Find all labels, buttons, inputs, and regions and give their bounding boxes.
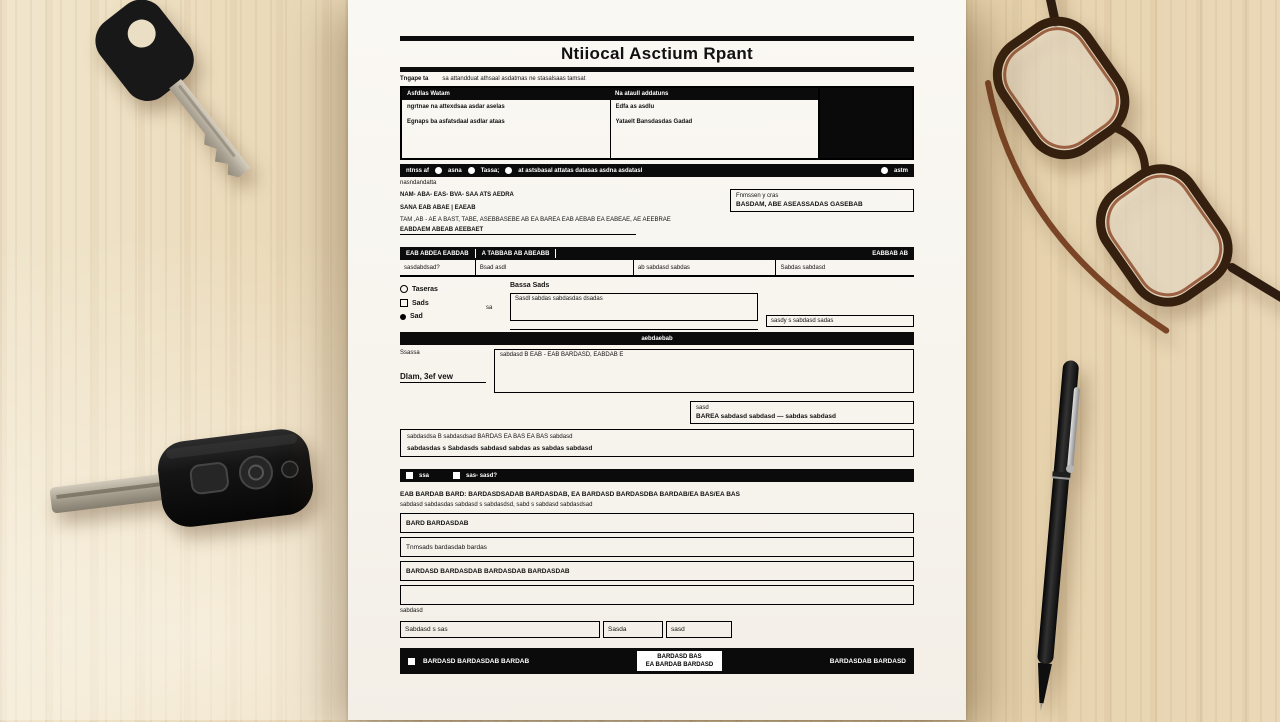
- eyeglasses: [930, 0, 1280, 360]
- declaration-box: sabdasd B EAB - EAB BARDASD, EABDAB E: [494, 349, 914, 393]
- note-box-caption: sasd: [696, 405, 709, 411]
- tiny-footnote: sabdasd: [400, 608, 423, 614]
- bar1-text: astm: [893, 167, 908, 174]
- bullet-icon: [400, 314, 406, 320]
- signature-name: Dlam, 3ef vew: [400, 372, 486, 383]
- footer-stamp-line: BARDASD BAS: [657, 654, 702, 660]
- bar2-text: EAB ABDEA EABDAB: [406, 250, 469, 257]
- tiny-caption-row: nasndandatta: [400, 180, 437, 186]
- footer-stamp-box: [637, 651, 722, 671]
- id-header-right: Na ataull addatuns: [615, 91, 669, 97]
- bar-divider: [475, 249, 476, 258]
- circle-icon: [468, 167, 475, 174]
- footer-checkbox-icon: [408, 658, 415, 665]
- bar1-text: at astsbasal attatas datasas asdna asdatasl: [518, 167, 643, 174]
- section-bar-3: [400, 332, 914, 345]
- choice-mid-label: Bassa Sads: [510, 282, 550, 289]
- bottom-cell: Sabdasd s sas: [400, 621, 600, 638]
- meta-row: [400, 75, 914, 83]
- section-bar-1: [400, 164, 914, 177]
- bar3-text: aebdaebab: [641, 335, 673, 342]
- bar4-option: sas- sasd?: [466, 472, 498, 479]
- declaration-label: Ssassa: [400, 350, 420, 356]
- statement-line: sabdasdas s Sabdasds sabdasd sabdas as sabdas sabdasd: [407, 445, 593, 452]
- bar2-text: EABBAB AB: [872, 250, 908, 257]
- grid-cell: sasdabdsad?: [404, 264, 440, 271]
- pen: [1000, 352, 1120, 722]
- meta-label: Tngape ta: [400, 76, 429, 82]
- id-field: ngrtnae na attexdsaa asdar aselas: [407, 104, 505, 110]
- form-paper: [348, 0, 966, 720]
- empty-field-row: [400, 585, 914, 605]
- bar1-text: Tassa;: [480, 167, 500, 174]
- id-field: Egnaps ba asfatsdaal asdlar ataas: [407, 119, 505, 125]
- choice-side-note: sa: [486, 305, 493, 311]
- choice-label: Sads: [412, 299, 429, 307]
- bar1-text: asna: [448, 167, 462, 174]
- bar2-text: A TABBAB AB ABEABB: [481, 250, 550, 257]
- footer-bar: [400, 648, 914, 674]
- id-field: Edfa as asdlu: [615, 104, 655, 110]
- id-header-left: Asfdlas Watam: [407, 91, 450, 97]
- id-field: Yataelt Bansdasdas Gadad: [615, 119, 693, 125]
- choice-label: Taseras: [412, 285, 438, 293]
- grid-cell: Sabdas sabdasd: [775, 260, 914, 275]
- choice-label: Sad: [410, 313, 423, 320]
- applicant-line: NAM- ABA- EAS- BVA- SAA ATS AEDRA: [400, 192, 514, 198]
- form-title: Ntiiocal Asctium Rpant: [560, 44, 754, 63]
- glasses-temple-left: [996, 0, 1092, 22]
- bar1-text: ntnss af: [406, 167, 430, 174]
- footer-right-text: BARDASDAB BARDASD: [829, 657, 906, 665]
- circle-icon: [435, 167, 442, 174]
- title-rule: [400, 67, 914, 72]
- pen-tip: [1034, 663, 1051, 704]
- section-bar-4: [400, 469, 914, 482]
- paragraph-line: TAM ,AB - AE A BAST, TABE, ASEBBASEBE AB EA BAREA EAB AEBAB EA EABEAE, AE AEEBRAE: [400, 217, 671, 223]
- paragraph-line-underlined: EABDAEM ABEAB AEEBAET: [400, 226, 636, 235]
- id-col-right: [611, 100, 819, 158]
- footer-stamp-line: EA BARDAB BARDASD: [645, 662, 714, 668]
- note-box: [690, 401, 914, 424]
- body-text-line: sabdasd sabdasdas sabdasd s sabdasdsd, sabd s sabdasd sabdasdsad: [400, 502, 593, 508]
- checkbox-icon: [406, 472, 413, 479]
- id-table-body: [402, 100, 818, 158]
- field-row: BARDASD BARDASDAB BARDASDAB BARDASDAB: [400, 561, 914, 581]
- bar4-option: ssa: [419, 472, 430, 479]
- choice-item: [400, 285, 478, 293]
- choice-item: [400, 299, 478, 307]
- bottom-cells-row: [400, 621, 914, 638]
- radio-icon: [400, 285, 408, 293]
- choice-mid-box: Sasdl sabdas sabdasdas dsadas: [510, 293, 758, 321]
- consent-box-title: Fnmssen y cras: [736, 193, 779, 199]
- meta-line: sa attandduat athsaal asdatmas ne stasalsaas tamsat: [442, 76, 586, 82]
- choice-item: [400, 313, 478, 320]
- bottom-cell: sasd: [666, 621, 732, 638]
- circle-icon: [505, 167, 512, 174]
- consent-box-body: BASDAM, ABE ASEASSADAS GASEBAB: [736, 201, 863, 208]
- checkbox-icon: [400, 299, 408, 307]
- id-col-left: [402, 100, 611, 158]
- circle-icon: [881, 167, 888, 174]
- glasses-temple-right: [1232, 239, 1280, 360]
- bottom-cell: Sasda: [603, 621, 663, 638]
- car-key-fob: [42, 415, 332, 555]
- door-key: [50, 0, 290, 250]
- choices-block: [400, 281, 914, 330]
- form-document: [348, 0, 966, 720]
- consent-box: [730, 189, 914, 212]
- field-row: BARD BARDASDAB: [400, 513, 914, 533]
- footer-left-text: BARDASD BARDASDAB BARDAB: [423, 657, 530, 665]
- applicant-fields: [400, 189, 720, 212]
- identification-table: [400, 86, 914, 160]
- section-bar-2: [400, 247, 914, 260]
- checkbox-icon: [453, 472, 460, 479]
- declaration-left: [400, 349, 486, 383]
- top-rule: [400, 36, 914, 41]
- detail-grid-row: [400, 260, 914, 277]
- key-blade: [162, 79, 250, 183]
- write-in-line: [510, 321, 758, 330]
- grid-cell: ab sabdasd sabdas: [633, 260, 776, 275]
- note-box-body: BAREA sabdasd sabdasd — sabdas sabdasd: [696, 413, 836, 420]
- statement-box: [400, 429, 914, 457]
- declaration-block: [400, 349, 914, 393]
- choice-list: [400, 281, 478, 320]
- applicant-block: [400, 189, 914, 212]
- field-row: Tnmsads bardasdab bardas: [400, 537, 914, 557]
- applicant-line: SANA EAB ABAE | EAEAB: [400, 205, 476, 211]
- grid-cell: Bsad asdl: [475, 260, 633, 275]
- choice-middle: [510, 281, 758, 330]
- glasses-bridge: [1114, 122, 1152, 171]
- id-table-main: [402, 88, 818, 158]
- choice-right-box: sasdy s sabdasd sadas: [766, 315, 914, 327]
- fob-button-lock: [190, 462, 229, 494]
- statement-line: sabdasdsa B sabdasdsad BARDAS EA BAS EA BAS sabdasd: [407, 434, 573, 440]
- bar-divider: [555, 249, 556, 258]
- id-table-header: [402, 88, 818, 100]
- applicant-photo-box: [818, 88, 912, 158]
- fob-blade: [49, 473, 173, 514]
- body-text-line: EAB BARDAB BARD: BARDASDSADAB BARDASDAB, EA BARDASD BARDASDBA BARDAB/EA BAS/EA BAS: [400, 491, 740, 498]
